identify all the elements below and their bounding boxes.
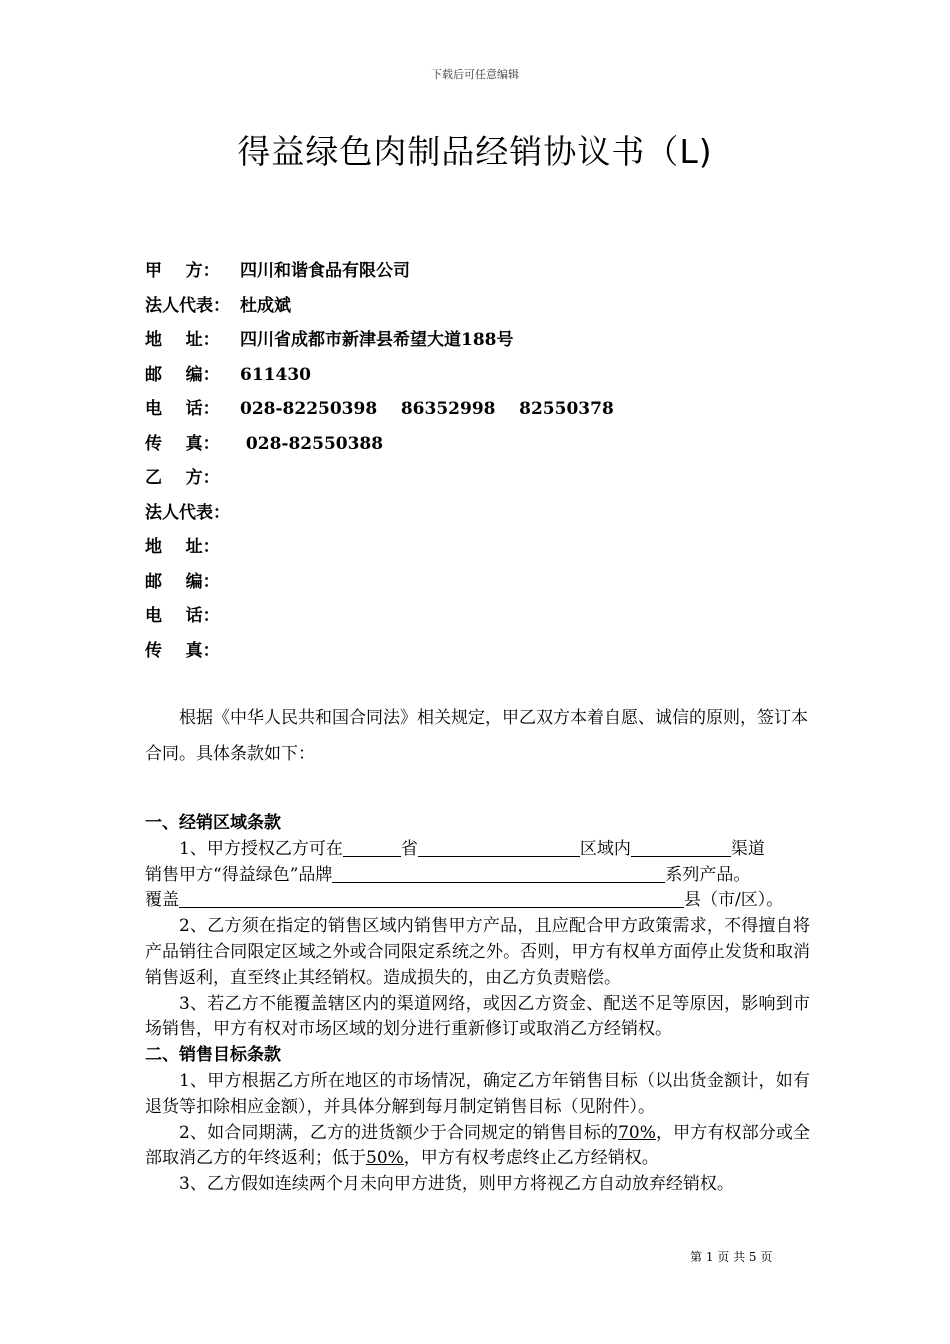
party-b-name-row bbox=[145, 461, 825, 496]
party-b-address-row bbox=[145, 530, 825, 565]
party-b-rep-label: 法人代表： bbox=[145, 502, 230, 523]
party-a-postcode-value: 611430 bbox=[240, 364, 311, 385]
section-1-heading: 一、经销区域条款 bbox=[145, 813, 281, 833]
clause-text: 销售甲方“得益绿色”品牌 bbox=[145, 864, 333, 885]
party-b-name-label: 乙 方： bbox=[145, 468, 220, 488]
party-a-name-row bbox=[145, 254, 825, 289]
section-1-clause-1-line-3 bbox=[145, 888, 810, 914]
party-a-address-row bbox=[145, 323, 825, 358]
section-1-clause-2: 2、乙方须在指定的销售区域内销售甲方产品，且应配合甲方政策需求，不得擅自将产品销往合同限定区域之外或合同限定系统之外。否则，甲方有权单方面停止发货和取消销售返利，直至终止其经销权。造成损失的，由乙方负责赔偿。 bbox=[145, 916, 810, 988]
party-info-list bbox=[145, 254, 825, 668]
party-a-name-label: 甲 方： bbox=[145, 261, 220, 281]
clause-text: 县（市/区）。 bbox=[684, 890, 784, 911]
party-a-name-value: 四川和谐食品有限公司 bbox=[240, 261, 410, 281]
header-note: 下载后可任意编辑 bbox=[431, 68, 519, 81]
contract-body bbox=[145, 811, 810, 1198]
section-1-clause-1 bbox=[145, 837, 810, 863]
product-series-blank bbox=[332, 863, 665, 883]
party-a-address-value: 四川省成都市新津县希望大道188号 bbox=[240, 330, 514, 350]
threshold-50-percent: 50% bbox=[366, 1148, 404, 1169]
section-2-clause-2 bbox=[145, 1121, 810, 1173]
clause-text: ，甲方有权考虑终止乙方经销权。 bbox=[403, 1148, 659, 1169]
party-a-rep-label: 法人代表： bbox=[145, 295, 230, 316]
party-b-address-label: 地 址： bbox=[145, 537, 220, 557]
section-2-clause-1: 1、甲方根据乙方所在地区的市场情况，确定乙方年销售目标（以出货金额计，如有退货等扣除相应金额），并具体分解到每月制定销售目标（见附件）。 bbox=[145, 1070, 810, 1117]
party-a-fax-label: 传 真： bbox=[145, 433, 220, 454]
clause-text: 区域内 bbox=[579, 838, 631, 859]
party-a-postcode-row bbox=[145, 358, 825, 393]
clause-text: 1、甲方授权乙方可在 bbox=[179, 838, 343, 859]
party-a-rep-value: 杜成斌 bbox=[240, 295, 291, 316]
clause-text: 2、如合同期满，乙方的进货额少于合同规定的销售目标的 bbox=[179, 1122, 619, 1143]
party-a-phone-row bbox=[145, 392, 825, 427]
party-b-fax-label: 传 真： bbox=[145, 640, 220, 661]
party-b-postcode-label: 邮 编： bbox=[145, 571, 220, 592]
section-2-heading: 二、销售目标条款 bbox=[145, 1045, 281, 1066]
party-a-rep-row bbox=[145, 289, 825, 324]
clause-text: ，甲方有权部分或全部取消乙方的年终返利；低于 bbox=[145, 1122, 810, 1169]
party-a-phone-value: 028-82250398 86352998 82550378 bbox=[240, 399, 614, 419]
party-b-phone-label: 电 话： bbox=[145, 606, 220, 626]
party-a-fax-value: 028-82550388 bbox=[240, 433, 384, 454]
party-b-phone-row bbox=[145, 599, 825, 634]
party-a-address-label: 地 址： bbox=[145, 330, 220, 350]
page-number: 第 1 页 共 5 页 bbox=[690, 1250, 773, 1264]
clause-text: 覆盖 bbox=[145, 890, 179, 911]
party-b-postcode-row bbox=[145, 565, 825, 600]
clause-text: 渠道 bbox=[730, 838, 765, 859]
party-b-rep-row bbox=[145, 496, 825, 531]
section-1-clause-1-line-2 bbox=[145, 863, 810, 889]
clause-text: 省 bbox=[400, 838, 418, 859]
preamble-paragraph: 根据《中华人民共和国合同法》相关规定，甲乙双方本着自愿、诚信的原则，签订本合同。具体条款如下： bbox=[145, 708, 808, 764]
section-2-clause-3: 3、乙方假如连续两个月未向甲方进货，则甲方将视乙方自动放弃经销权。 bbox=[179, 1174, 734, 1195]
threshold-70-percent: 70% bbox=[618, 1122, 656, 1143]
party-a-postcode-label: 邮 编： bbox=[145, 364, 220, 385]
document-title: 得益绿色肉制品经销协议书（L) bbox=[237, 132, 713, 171]
preamble bbox=[145, 700, 810, 772]
channel-blank bbox=[631, 837, 731, 857]
party-b-fax-row bbox=[145, 634, 825, 669]
clause-text: 系列产品。 bbox=[665, 864, 751, 885]
region-blank bbox=[418, 837, 580, 857]
party-a-fax-row bbox=[145, 427, 825, 462]
section-1-clause-3: 3、若乙方不能覆盖辖区内的渠道网络，或因乙方资金、配送不足等原因，影响到市场销售，甲方有权对市场区域的划分进行重新修订或取消乙方经销权。 bbox=[145, 993, 810, 1040]
county-coverage-blank bbox=[179, 888, 684, 908]
party-a-phone-label: 电 话： bbox=[145, 399, 220, 419]
province-blank bbox=[343, 837, 401, 857]
